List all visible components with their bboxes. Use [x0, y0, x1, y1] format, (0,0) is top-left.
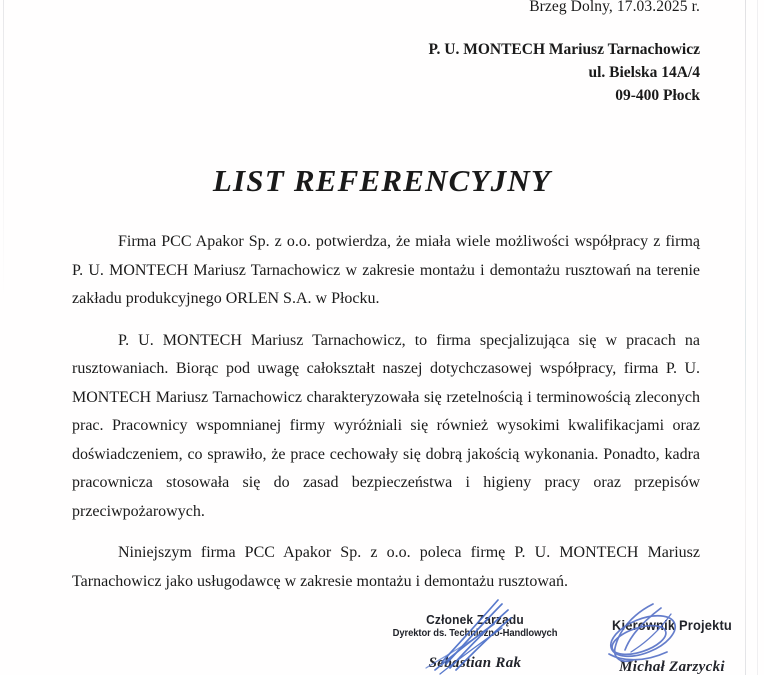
- paragraph-1: Firma PCC Apakor Sp. z o.o. potwierdza, że miała wiele możliwości współpracy z firmą P. U. MONTECH Mariusz Tarnachowicz w zakresie montażu i demontażu rusztowań na terenie zakładu produkcyjnego ORLEN S.A. w Płocku.: [72, 233, 700, 307]
- recipient-name: P. U. MONTECH Mariusz Tarnachowicz: [428, 41, 700, 58]
- signature-role-left: Członek Zarządu: [426, 612, 524, 627]
- signature-block-left: [360, 600, 590, 672]
- signature-name-left: Sebastian Rak: [428, 655, 522, 671]
- signature-role-right: Kierownik Projektu: [611, 617, 732, 633]
- paragraph-2: P. U. MONTECH Mariusz Tarnachowicz, to firma specjalizująca się w pracach na rusztowaniach. Biorąc pod uwagę całokształt naszej dotychczasowej współpracy, firma P. U. MONTECH Mariusz Tarnachowicz charakteryzowała się rzetelnością i terminowością zleconych prac. Pracownicy wspomnianej firmy wyróżniali się również wysokimi kwalifikacjami oraz doświadczeniem, co sprawiło, że prace cechowały się dobrą jakością wykonania. Ponadto, kadra pracownicza stosowała się do zasad bezpieczeństwa i higieny pracy oraz przepisów przeciwpożarowych.: [72, 331, 700, 520]
- letter-body: [72, 228, 700, 596]
- recipient-street: ul. Bielska 14A/4: [588, 64, 700, 81]
- signature-name-right: Michał Zarzycki: [619, 659, 725, 675]
- scan-artifact-right-outer: [757, 0, 758, 675]
- paragraph-3: Niniejszym firma PCC Apakor Sp. z o.o. poleca firmę P. U. MONTECH Mariusz Tarnachowicz jako usługodawcę w zakresie montażu i demontażu rusztowań.: [72, 544, 700, 590]
- document-title: LIST REFERENCYJNY: [212, 163, 552, 198]
- date-line: Brzeg Dolny, 17.03.2025 r.: [529, 0, 700, 15]
- recipient-city: 09-400 Płock: [615, 87, 700, 104]
- signature-subrole-left: Dyrektor ds. Techniczno-Handlowych: [392, 627, 558, 639]
- scan-artifact-right: [745, 0, 746, 675]
- signature-zone: [0, 600, 764, 675]
- scan-artifact-left: [3, 0, 4, 300]
- signature-block-right: [572, 600, 764, 675]
